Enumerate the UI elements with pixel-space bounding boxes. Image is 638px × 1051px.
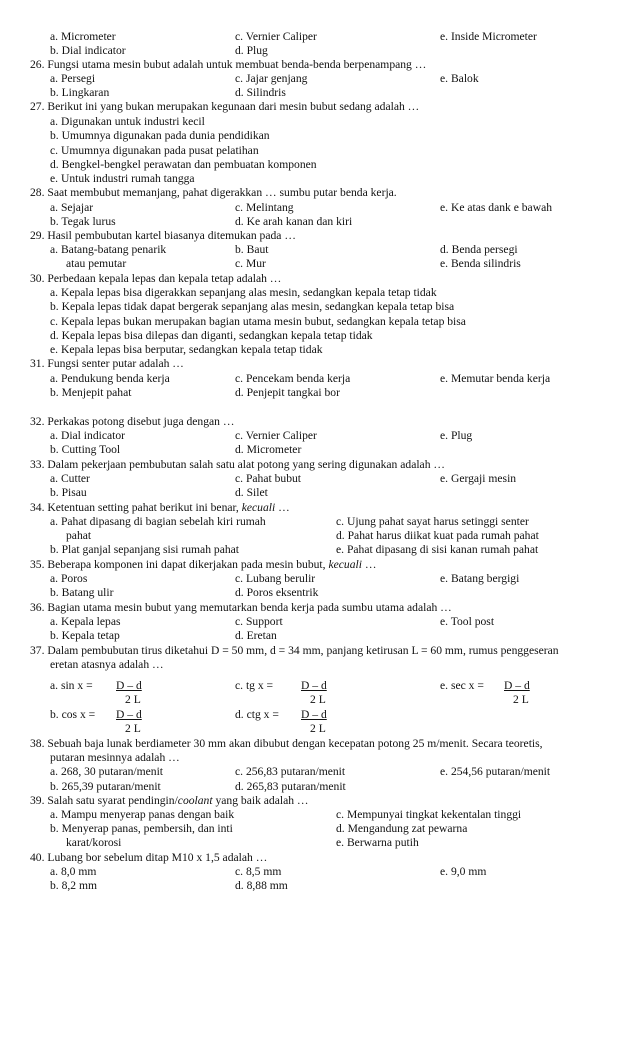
- text-line: d. Bengkel-bengkel perawatan dan pembuatan komponen: [50, 158, 317, 171]
- text-line: d. Pahat harus diikat kuat pada rumah pahat: [336, 529, 539, 542]
- text-line: e. Untuk industri rumah tangga: [50, 172, 195, 185]
- text-line: d. Benda persegi: [440, 243, 518, 256]
- text-line: e. Memutar benda kerja: [440, 372, 551, 385]
- text-line: e. Ke atas dank e bawah: [440, 201, 553, 214]
- text-line: c. Jajar genjang: [235, 72, 308, 85]
- text-segment: …: [275, 501, 290, 514]
- text-line: eretan atasnya adalah …: [50, 658, 164, 671]
- text-line: e. Inside Micrometer: [440, 30, 537, 43]
- fraction-denominator: 2 L: [513, 693, 529, 706]
- text-line: d. Mengandung zat pewarna: [336, 822, 468, 835]
- text-line: d. Ke arah kanan dan kiri: [235, 215, 353, 228]
- text-line: e. Pahat dipasang di sisi kanan rumah pahat: [336, 543, 539, 556]
- text-line: c. Mur: [235, 257, 266, 270]
- text-line: c. Mempunyai tingkat kekentalan tinggi: [336, 808, 522, 821]
- text-line: a. Sejajar: [50, 201, 94, 214]
- fraction-denominator: 2 L: [125, 693, 141, 706]
- text-line: [30, 794, 309, 808]
- fraction-numerator: D – d: [116, 708, 142, 721]
- text-line: a. Poros: [50, 572, 88, 585]
- text-line: a. Pendukung benda kerja: [50, 372, 170, 385]
- text-line: e. Berwarna putih: [336, 836, 419, 849]
- text-line: b. Umumnya digunakan pada dunia pendidikan: [50, 129, 270, 142]
- text-line: b. Pisau: [50, 486, 87, 499]
- formula-prefix: c. tg x =: [235, 679, 274, 692]
- text-line: a. Mampu menyerap panas dengan baik: [50, 808, 235, 821]
- text-line: a. Batang-batang penarik: [50, 243, 167, 256]
- text-line: 28. Saat membubut memanjang, pahat digerakkan … sumbu putar benda kerja.: [30, 186, 397, 199]
- text-line: b. 8,2 mm: [50, 879, 98, 892]
- text-line: 27. Berikut ini yang bukan merupakan kegunaan dari mesin bubut sedang adalah …: [30, 100, 420, 113]
- italic-term: coolant: [177, 794, 213, 807]
- text-line: a. Kepala lepas: [50, 615, 121, 628]
- text-line: b. Dial indicator: [50, 44, 126, 57]
- text-line: c. Pencekam benda kerja: [235, 372, 351, 385]
- text-line: b. Tegak lurus: [50, 215, 116, 228]
- text-line: putaran mesinnya adalah …: [50, 751, 180, 764]
- text-line: 33. Dalam pekerjaan pembubutan salah satu alat potong yang sering digunakan adalah …: [30, 458, 445, 471]
- text-line: 31. Fungsi senter putar adalah …: [30, 357, 184, 370]
- text-line: 29. Hasil pembubutan kartel biasanya ditemukan pada …: [30, 229, 296, 242]
- text-line: a. Digunakan untuk industri kecil: [50, 115, 205, 128]
- text-line: b. Batang ulir: [50, 586, 114, 599]
- text-line: karat/korosi: [66, 836, 122, 849]
- text-line: b. Plat ganjal sepanjang sisi rumah pahat: [50, 543, 239, 556]
- text-segment: 34. Ketentuan setting pahat berikut ini benar,: [30, 501, 242, 514]
- text-line: c. 8,5 mm: [235, 865, 282, 878]
- text-line: e. 9,0 mm: [440, 865, 487, 878]
- text-line: c. Pahat bubut: [235, 472, 302, 485]
- text-line: e. Balok: [440, 72, 479, 85]
- text-line: c. 256,83 putaran/menit: [235, 765, 346, 778]
- text-segment: 35. Beberapa komponen ini dapat dikerjakan pada mesin bubut,: [30, 558, 329, 571]
- text-line: e. Batang bergigi: [440, 572, 520, 585]
- text-line: b. Kepala tetap: [50, 629, 120, 642]
- text-line: e. Kepala lepas bisa berputar, sedangkan kepala tetap tidak: [50, 343, 323, 356]
- formula-prefix: e. sec x =: [440, 679, 484, 692]
- text-line: b. Menyerap panas, pembersih, dan inti: [50, 822, 233, 835]
- fraction-denominator: 2 L: [310, 693, 326, 706]
- text-line: b. Cutting Tool: [50, 443, 121, 456]
- text-line: b. Menjepit pahat: [50, 386, 132, 399]
- text-line: d. 8,88 mm: [235, 879, 288, 892]
- text-line: c. Umumnya digunakan pada pusat pelatihan: [50, 144, 259, 157]
- text-line: 30. Perbedaan kepala lepas dan kepala tetap adalah …: [30, 272, 282, 285]
- text-line: c. Lubang berulir: [235, 572, 316, 585]
- text-line: d. Micrometer: [235, 443, 302, 456]
- text-line: 38. Sebuah baja lunak berdiameter 30 mm akan dibubut dengan kecepatan potong 25 m/menit. Secara teoretis,: [30, 737, 543, 750]
- text-line: b. Kepala lepas tidak dapat bergerak sepanjang alas mesin, sedangkan kepala tetap bisa: [50, 300, 455, 313]
- text-line: a. 8,0 mm: [50, 865, 97, 878]
- fraction-numerator: D – d: [116, 679, 142, 692]
- text-line: b. Baut: [235, 243, 269, 256]
- text-line: c. Vernier Caliper: [235, 429, 317, 442]
- text-line: 36. Bagian utama mesin bubut yang memutarkan benda kerja pada sumbu utama adalah …: [30, 601, 452, 614]
- fraction-numerator: D – d: [301, 679, 327, 692]
- text-line: d. Kepala lepas bisa dilepas dan diganti, sedangkan kepala tetap tidak: [50, 329, 373, 342]
- text-line: e. Gergaji mesin: [440, 472, 517, 485]
- text-line: d. Plug: [235, 44, 268, 57]
- fraction-numerator: D – d: [504, 679, 530, 692]
- formula-prefix: d. ctg x =: [235, 708, 279, 721]
- text-line: c. Melintang: [235, 201, 294, 214]
- italic-term: kecuali: [241, 501, 276, 514]
- text-line: e. Tool post: [440, 615, 495, 628]
- text-line: a. Dial indicator: [50, 429, 126, 442]
- text-line: a. Micrometer: [50, 30, 116, 43]
- italic-term: kecuali: [328, 558, 362, 571]
- text-line: e. 254,56 putaran/menit: [440, 765, 551, 778]
- text-line: e. Benda silindris: [440, 257, 521, 270]
- text-line: e. Plug: [440, 429, 473, 442]
- text-line: 26. Fungsi utama mesin bubut adalah untuk membuat benda-benda berpenampang …: [30, 58, 427, 71]
- text-line: pahat: [66, 529, 92, 542]
- formula-prefix: b. cos x =: [50, 708, 96, 721]
- text-line: 32. Perkakas potong disebut juga dengan …: [30, 415, 235, 428]
- text-line: b. 265,39 putaran/menit: [50, 780, 161, 793]
- text-line: d. Penjepit tangkai bor: [235, 386, 340, 399]
- text-line: d. Silet: [235, 486, 268, 499]
- text-line: 40. Lubang bor sebelum ditap M10 x 1,5 adalah …: [30, 851, 268, 864]
- text-line: [30, 501, 290, 515]
- text-segment: 39. Salah satu syarat pendingin/: [30, 794, 178, 807]
- text-line: a. Pahat dipasang di bagian sebelah kiri rumah: [50, 515, 266, 528]
- text-segment: yang baik adalah …: [212, 794, 309, 807]
- text-line: c. Ujung pahat sayat harus setinggi senter: [336, 515, 529, 528]
- fraction-denominator: 2 L: [310, 722, 326, 735]
- text-line: c. Vernier Caliper: [235, 30, 317, 43]
- text-line: a. 268, 30 putaran/menit: [50, 765, 164, 778]
- text-line: c. Support: [235, 615, 283, 628]
- text-line: 37. Dalam pembubutan tirus diketahui D = 50 mm, d = 34 mm, panjang ketirusan L = 60 mm, rumus penggeseran: [30, 644, 559, 657]
- text-line: d. 265,83 putaran/menit: [235, 780, 346, 793]
- fraction-numerator: D – d: [301, 708, 327, 721]
- text-line: a. Kepala lepas bisa digerakkan sepanjang alas mesin, sedangkan kepala tetap tidak: [50, 286, 437, 299]
- text-line: d. Silindris: [235, 86, 286, 99]
- text-line: atau pemutar: [66, 257, 127, 270]
- text-segment: …: [361, 558, 377, 571]
- text-line: b. Lingkaran: [50, 86, 110, 99]
- text-line: d. Poros eksentrik: [235, 586, 319, 599]
- formula-prefix: a. sin x =: [50, 679, 93, 692]
- fraction-denominator: 2 L: [125, 722, 141, 735]
- text-line: [30, 558, 376, 572]
- text-line: d. Eretan: [235, 629, 277, 642]
- text-line: a. Cutter: [50, 472, 90, 485]
- text-line: a. Persegi: [50, 72, 96, 85]
- text-line: c. Kepala lepas bukan merupakan bagian utama mesin bubut, sedangkan kepala tetap bisa: [50, 315, 466, 328]
